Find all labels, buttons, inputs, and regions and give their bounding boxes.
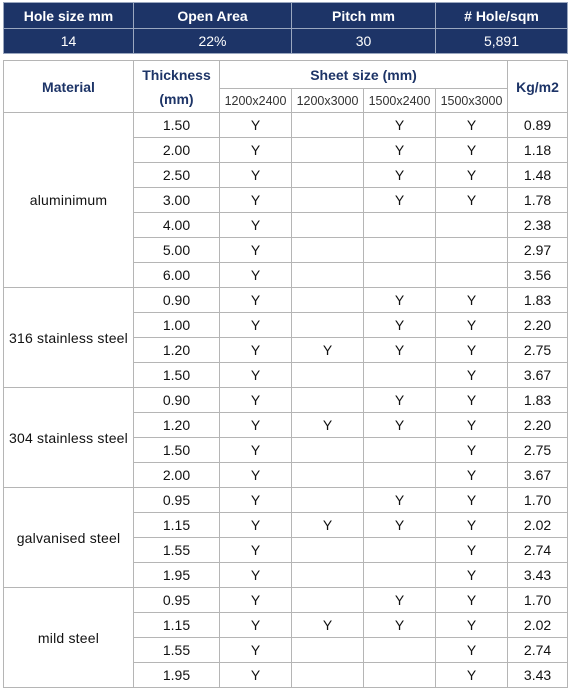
size-1200x2400-cell: Y: [220, 413, 292, 438]
table-row: [4, 113, 568, 138]
size-1200x2400-cell: Y: [220, 388, 292, 413]
summary-value-hole-size: 14: [4, 29, 134, 54]
thickness-cell: 1.50: [134, 113, 220, 138]
kg-m2-cell: 2.97: [508, 238, 568, 263]
size-1200x2400-cell: Y: [220, 438, 292, 463]
size-1200x3000-cell: [292, 163, 364, 188]
size-1500x2400-cell: [364, 363, 436, 388]
size-1200x2400-cell: Y: [220, 338, 292, 363]
size-1200x3000-cell: [292, 563, 364, 588]
size-1200x2400-cell: Y: [220, 163, 292, 188]
header-thickness: [134, 61, 220, 113]
thickness-cell: 1.95: [134, 563, 220, 588]
size-1200x3000-cell: [292, 238, 364, 263]
specs-body: [4, 113, 568, 688]
material-cell: galvanised steel: [4, 488, 134, 588]
size-1200x3000-cell: Y: [292, 413, 364, 438]
size-1500x2400-cell: [364, 438, 436, 463]
size-1500x2400-cell: Y: [364, 588, 436, 613]
thickness-cell: 1.95: [134, 663, 220, 688]
specs-table: [3, 60, 568, 688]
header-size-1200x2400: 1200x2400: [220, 89, 292, 113]
size-1500x3000-cell: Y: [436, 638, 508, 663]
thickness-cell: 1.15: [134, 513, 220, 538]
size-1500x3000-cell: Y: [436, 338, 508, 363]
size-1200x3000-cell: [292, 638, 364, 663]
size-1500x2400-cell: [364, 563, 436, 588]
size-1500x3000-cell: [436, 238, 508, 263]
kg-m2-cell: 2.20: [508, 313, 568, 338]
kg-m2-cell: 3.43: [508, 563, 568, 588]
summary-header-hole-size: Hole size mm: [4, 3, 134, 29]
kg-m2-cell: 1.83: [508, 388, 568, 413]
size-1500x2400-cell: Y: [364, 288, 436, 313]
size-1200x2400-cell: Y: [220, 288, 292, 313]
size-1200x3000-cell: [292, 438, 364, 463]
size-1200x2400-cell: Y: [220, 113, 292, 138]
thickness-cell: 0.90: [134, 288, 220, 313]
size-1500x2400-cell: [364, 538, 436, 563]
summary-value-open-area: 22%: [134, 29, 292, 54]
size-1200x2400-cell: Y: [220, 563, 292, 588]
size-1500x3000-cell: Y: [436, 663, 508, 688]
thickness-cell: 1.55: [134, 538, 220, 563]
thickness-cell: 2.50: [134, 163, 220, 188]
size-1200x3000-cell: [292, 113, 364, 138]
header-kg-m2: Kg/m2: [508, 61, 568, 113]
kg-m2-cell: 2.02: [508, 513, 568, 538]
kg-m2-cell: 2.20: [508, 413, 568, 438]
kg-m2-cell: 1.83: [508, 288, 568, 313]
thickness-cell: 0.95: [134, 488, 220, 513]
specs-header-row: [4, 61, 568, 89]
table-row: [4, 588, 568, 613]
kg-m2-cell: 2.75: [508, 438, 568, 463]
size-1200x2400-cell: Y: [220, 238, 292, 263]
size-1500x3000-cell: Y: [436, 313, 508, 338]
summary-header-open-area: Open Area: [134, 3, 292, 29]
summary-header-holes-per-sqm: # Hole/sqm: [436, 3, 568, 29]
summary-header-row: [4, 3, 568, 29]
size-1200x3000-cell: Y: [292, 338, 364, 363]
thickness-cell: 1.15: [134, 613, 220, 638]
size-1200x3000-cell: Y: [292, 613, 364, 638]
table-row: [4, 388, 568, 413]
kg-m2-cell: 1.18: [508, 138, 568, 163]
kg-m2-cell: 2.74: [508, 538, 568, 563]
size-1500x3000-cell: Y: [436, 613, 508, 638]
summary-value-holes-per-sqm: 5,891: [436, 29, 568, 54]
size-1500x2400-cell: Y: [364, 513, 436, 538]
size-1200x3000-cell: [292, 538, 364, 563]
size-1200x2400-cell: Y: [220, 363, 292, 388]
size-1200x2400-cell: Y: [220, 313, 292, 338]
size-1200x3000-cell: [292, 463, 364, 488]
size-1200x3000-cell: [292, 388, 364, 413]
size-1500x2400-cell: Y: [364, 113, 436, 138]
size-1500x2400-cell: Y: [364, 338, 436, 363]
size-1500x2400-cell: Y: [364, 388, 436, 413]
thickness-cell: 4.00: [134, 213, 220, 238]
material-cell: mild steel: [4, 588, 134, 688]
size-1500x2400-cell: Y: [364, 138, 436, 163]
kg-m2-cell: 1.78: [508, 188, 568, 213]
size-1500x2400-cell: Y: [364, 413, 436, 438]
header-thickness-unit: (mm): [159, 90, 194, 107]
size-1500x3000-cell: Y: [436, 113, 508, 138]
size-1500x2400-cell: [364, 638, 436, 663]
thickness-cell: 6.00: [134, 263, 220, 288]
size-1200x2400-cell: Y: [220, 463, 292, 488]
size-1500x2400-cell: Y: [364, 188, 436, 213]
size-1200x3000-cell: Y: [292, 513, 364, 538]
header-material: Material: [4, 61, 134, 113]
kg-m2-cell: 2.74: [508, 638, 568, 663]
header-sheet-size: Sheet size (mm): [220, 61, 508, 89]
size-1500x3000-cell: Y: [436, 288, 508, 313]
kg-m2-cell: 3.56: [508, 263, 568, 288]
size-1200x3000-cell: [292, 188, 364, 213]
size-1200x3000-cell: [292, 138, 364, 163]
kg-m2-cell: 3.67: [508, 363, 568, 388]
size-1500x3000-cell: Y: [436, 363, 508, 388]
size-1500x3000-cell: Y: [436, 588, 508, 613]
size-1200x2400-cell: Y: [220, 663, 292, 688]
size-1500x3000-cell: Y: [436, 463, 508, 488]
header-size-1500x2400: 1500x2400: [364, 89, 436, 113]
size-1500x3000-cell: [436, 263, 508, 288]
size-1500x3000-cell: Y: [436, 513, 508, 538]
table-row: [4, 488, 568, 513]
thickness-cell: 1.20: [134, 338, 220, 363]
size-1200x2400-cell: Y: [220, 188, 292, 213]
thickness-cell: 0.90: [134, 388, 220, 413]
size-1200x2400-cell: Y: [220, 538, 292, 563]
size-1500x2400-cell: Y: [364, 313, 436, 338]
size-1200x3000-cell: [292, 313, 364, 338]
size-1500x2400-cell: Y: [364, 163, 436, 188]
size-1200x3000-cell: [292, 663, 364, 688]
thickness-cell: 1.50: [134, 363, 220, 388]
size-1500x2400-cell: [364, 238, 436, 263]
thickness-cell: 2.00: [134, 463, 220, 488]
size-1200x2400-cell: Y: [220, 488, 292, 513]
size-1500x3000-cell: Y: [436, 388, 508, 413]
size-1500x3000-cell: Y: [436, 438, 508, 463]
header-size-1500x3000: 1500x3000: [436, 89, 508, 113]
thickness-cell: 0.95: [134, 588, 220, 613]
material-cell: 316 stainless steel: [4, 288, 134, 388]
size-1200x2400-cell: Y: [220, 613, 292, 638]
kg-m2-cell: 2.38: [508, 213, 568, 238]
thickness-cell: 1.55: [134, 638, 220, 663]
size-1500x2400-cell: [364, 663, 436, 688]
size-1500x3000-cell: Y: [436, 563, 508, 588]
thickness-cell: 3.00: [134, 188, 220, 213]
kg-m2-cell: 0.89: [508, 113, 568, 138]
header-size-1200x3000: 1200x3000: [292, 89, 364, 113]
kg-m2-cell: 2.02: [508, 613, 568, 638]
summary-header-pitch: Pitch mm: [292, 3, 436, 29]
size-1500x3000-cell: Y: [436, 413, 508, 438]
header-thickness-label: Thickness: [142, 66, 211, 83]
kg-m2-cell: 1.70: [508, 588, 568, 613]
size-1200x2400-cell: Y: [220, 263, 292, 288]
size-1200x2400-cell: Y: [220, 513, 292, 538]
thickness-cell: 1.20: [134, 413, 220, 438]
thickness-cell: 1.50: [134, 438, 220, 463]
size-1200x2400-cell: Y: [220, 588, 292, 613]
summary-table: [3, 2, 568, 54]
size-1200x3000-cell: [292, 263, 364, 288]
kg-m2-cell: 1.48: [508, 163, 568, 188]
table-row: [4, 288, 568, 313]
size-1200x3000-cell: [292, 288, 364, 313]
size-1500x3000-cell: Y: [436, 188, 508, 213]
size-1500x2400-cell: Y: [364, 488, 436, 513]
size-1500x2400-cell: Y: [364, 613, 436, 638]
size-1500x3000-cell: [436, 213, 508, 238]
size-1500x2400-cell: [364, 213, 436, 238]
size-1500x2400-cell: [364, 263, 436, 288]
thickness-cell: 1.00: [134, 313, 220, 338]
size-1500x3000-cell: Y: [436, 138, 508, 163]
size-1500x3000-cell: Y: [436, 163, 508, 188]
kg-m2-cell: 2.75: [508, 338, 568, 363]
size-1500x2400-cell: [364, 463, 436, 488]
size-1200x2400-cell: Y: [220, 638, 292, 663]
kg-m2-cell: 3.67: [508, 463, 568, 488]
size-1200x2400-cell: Y: [220, 138, 292, 163]
size-1500x3000-cell: Y: [436, 538, 508, 563]
material-cell: 304 stainless steel: [4, 388, 134, 488]
size-1200x3000-cell: [292, 363, 364, 388]
size-1200x3000-cell: [292, 488, 364, 513]
size-1200x3000-cell: [292, 213, 364, 238]
thickness-cell: 2.00: [134, 138, 220, 163]
summary-value-row: [4, 29, 568, 54]
material-cell: aluminimum: [4, 113, 134, 288]
size-1200x2400-cell: Y: [220, 213, 292, 238]
size-1200x3000-cell: [292, 588, 364, 613]
kg-m2-cell: 1.70: [508, 488, 568, 513]
thickness-cell: 5.00: [134, 238, 220, 263]
summary-value-pitch: 30: [292, 29, 436, 54]
kg-m2-cell: 3.43: [508, 663, 568, 688]
size-1500x3000-cell: Y: [436, 488, 508, 513]
